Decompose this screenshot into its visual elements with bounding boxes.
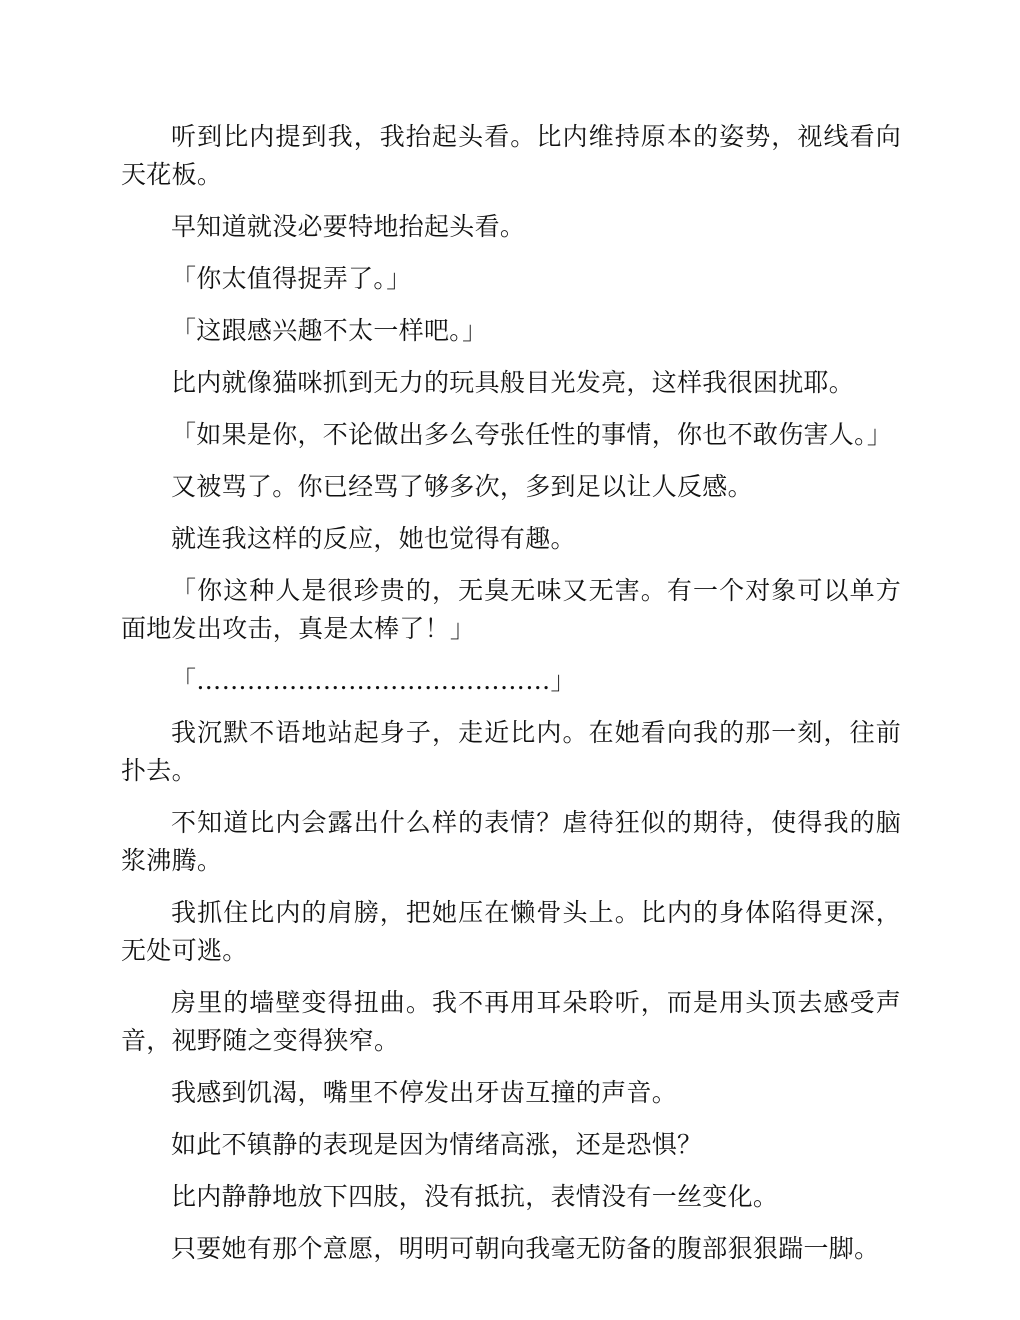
paragraph: 我沉默不语地站起身子，走近比内。在她看向我的那一刻，往前扑去。 [121,718,901,785]
paragraph: 又被骂了。你已经骂了够多次，多到足以让人反感。 [171,472,753,501]
dialogue-line: 「你这种人是很珍贵的，无臭无味又无害。有一个对象可以单方面地发出攻击，真是太棒了！」 [121,576,901,643]
paragraph: 比内就像猫咪抓到无力的玩具般目光发亮，这样我很困扰耶。 [171,368,855,397]
dialogue-line: 「你太值得捉弄了。」 [171,264,412,293]
text-body [121,118,901,1282]
dialogue-line: 「这跟感兴趣不太一样吧。」 [171,316,488,345]
paragraph: 早知道就没必要特地抬起头看。 [171,212,526,241]
paragraph: 比内静静地放下四肢，没有抵抗，表情没有一丝变化。 [171,1182,779,1211]
paragraph: 我抓住比内的肩膀，把她压在懒骨头上。比内的身体陷得更深，无处可逃。 [121,898,901,965]
paragraph: 如此不镇静的表现是因为情绪高涨，还是恐惧？ [171,1130,703,1159]
paragraph: 不知道比内会露出什么样的表情？虐待狂似的期待，使得我的脑浆沸腾。 [121,808,901,875]
paragraph: 就连我这样的反应，她也觉得有趣。 [171,524,576,553]
paragraph: 听到比内提到我，我抬起头看。比内维持原本的姿势，视线看向天花板。 [121,122,901,189]
paragraph: 房里的墙壁变得扭曲。我不再用耳朵聆听，而是用头顶去感受声音，视野随之变得狭窄。 [121,988,901,1055]
paragraph: 只要她有那个意愿，明明可朝向我毫无防备的腹部狠狠踹一脚。 [171,1234,880,1263]
paragraph: 我感到饥渴，嘴里不停发出牙齿互撞的声音。 [171,1078,678,1107]
dialogue-line: 「……………………………………」 [171,666,576,695]
dialogue-line: 「如果是你，不论做出多么夸张任性的事情，你也不敢伤害人。」 [171,420,893,449]
